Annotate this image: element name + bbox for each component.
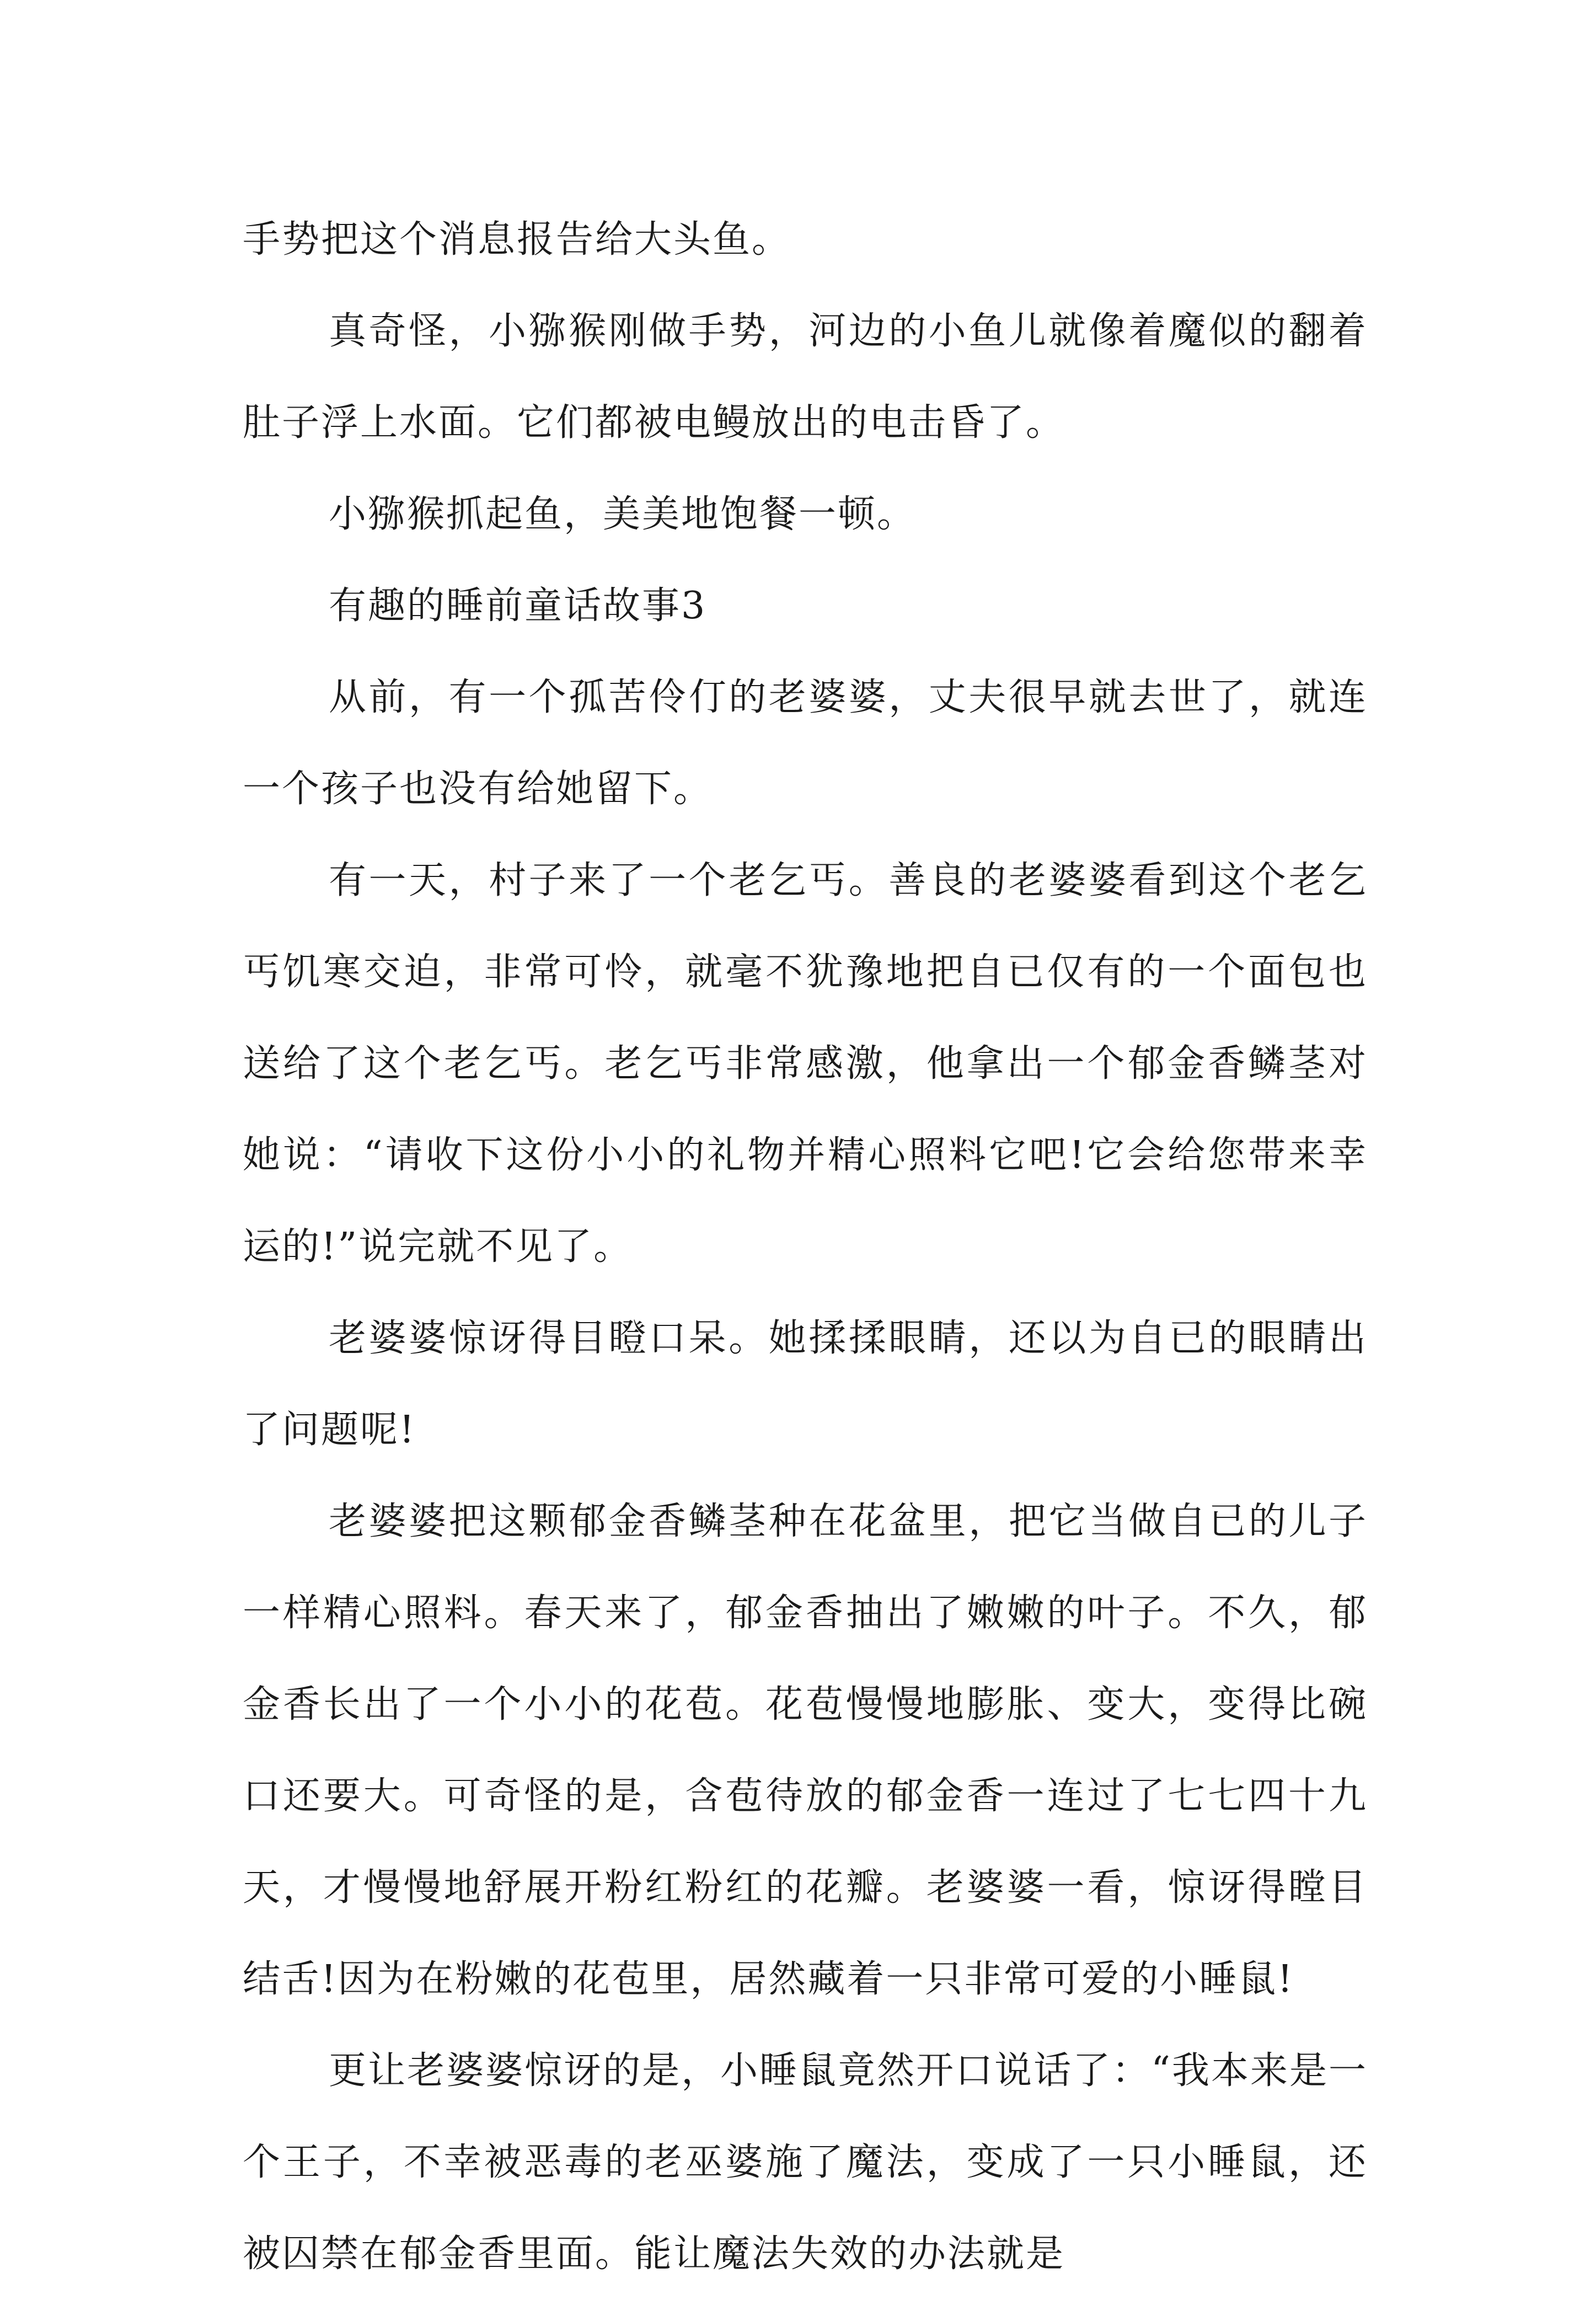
section-heading: 有趣的睡前童话故事3 xyxy=(329,584,707,628)
paragraph: 更让老婆婆惊讶的是，小睡鼠竟然开口说话了：“我本来是一个王子，不幸被恶毒的老巫婆施了魔法，变成了一只小睡鼠，还被囚禁在郁金香里面。能让魔法失效的办法就是 xyxy=(243,2049,1368,2276)
paragraph: 老婆婆把这颗郁金香鳞茎种在花盆里，把它当做自已的儿子一样精心照料。春天来了，郁金香抽出了嫩嫩的叶子。不久，郁金香长出了一个小小的花苞。花苞慢慢地膨胀、变大，变得比碗口还要大。可奇怪的是，含苞待放的郁金香一连过了七七四十九天，才慢慢地舒展开粉红粉红的花瓣。老婆婆一看，惊讶得瞠目结舌!因为在粉嫩的花苞里，居然藏着一只非常可爱的小睡鼠! xyxy=(243,1500,1368,2001)
paragraph: 小猕猴抓起鱼，美美地饱餐一顿。 xyxy=(329,493,917,536)
paragraph-continuation: 手势把这个消息报告给大头鱼。 xyxy=(243,218,791,261)
paragraph: 老婆婆惊讶得目瞪口呆。她揉揉眼睛，还以为自已的眼睛出了问题呢! xyxy=(243,1317,1368,1452)
paragraph: 有一天，村子来了一个老乞丐。善良的老婆婆看到这个老乞丐饥寒交迫，非常可怜，就毫不犹豫地把自已仅有的一个面包也送给了这个老乞丐。老乞丐非常感激，他拿出一个郁金香鳞茎对她说：“请收下这份小小的礼物并精心照料它吧!它会给您带来幸运的!”说完就不见了。 xyxy=(243,859,1368,1269)
paragraph: 从前，有一个孤苦伶仃的老婆婆，丈夫很早就去世了，就连一个孩子也没有给她留下。 xyxy=(243,676,1368,811)
document-body xyxy=(243,194,1368,2300)
paragraph: 真奇怪，小猕猴刚做手势，河边的小鱼儿就像着魔似的翻着肚子浮上水面。它们都被电鳗放出的电击昏了。 xyxy=(243,309,1368,445)
